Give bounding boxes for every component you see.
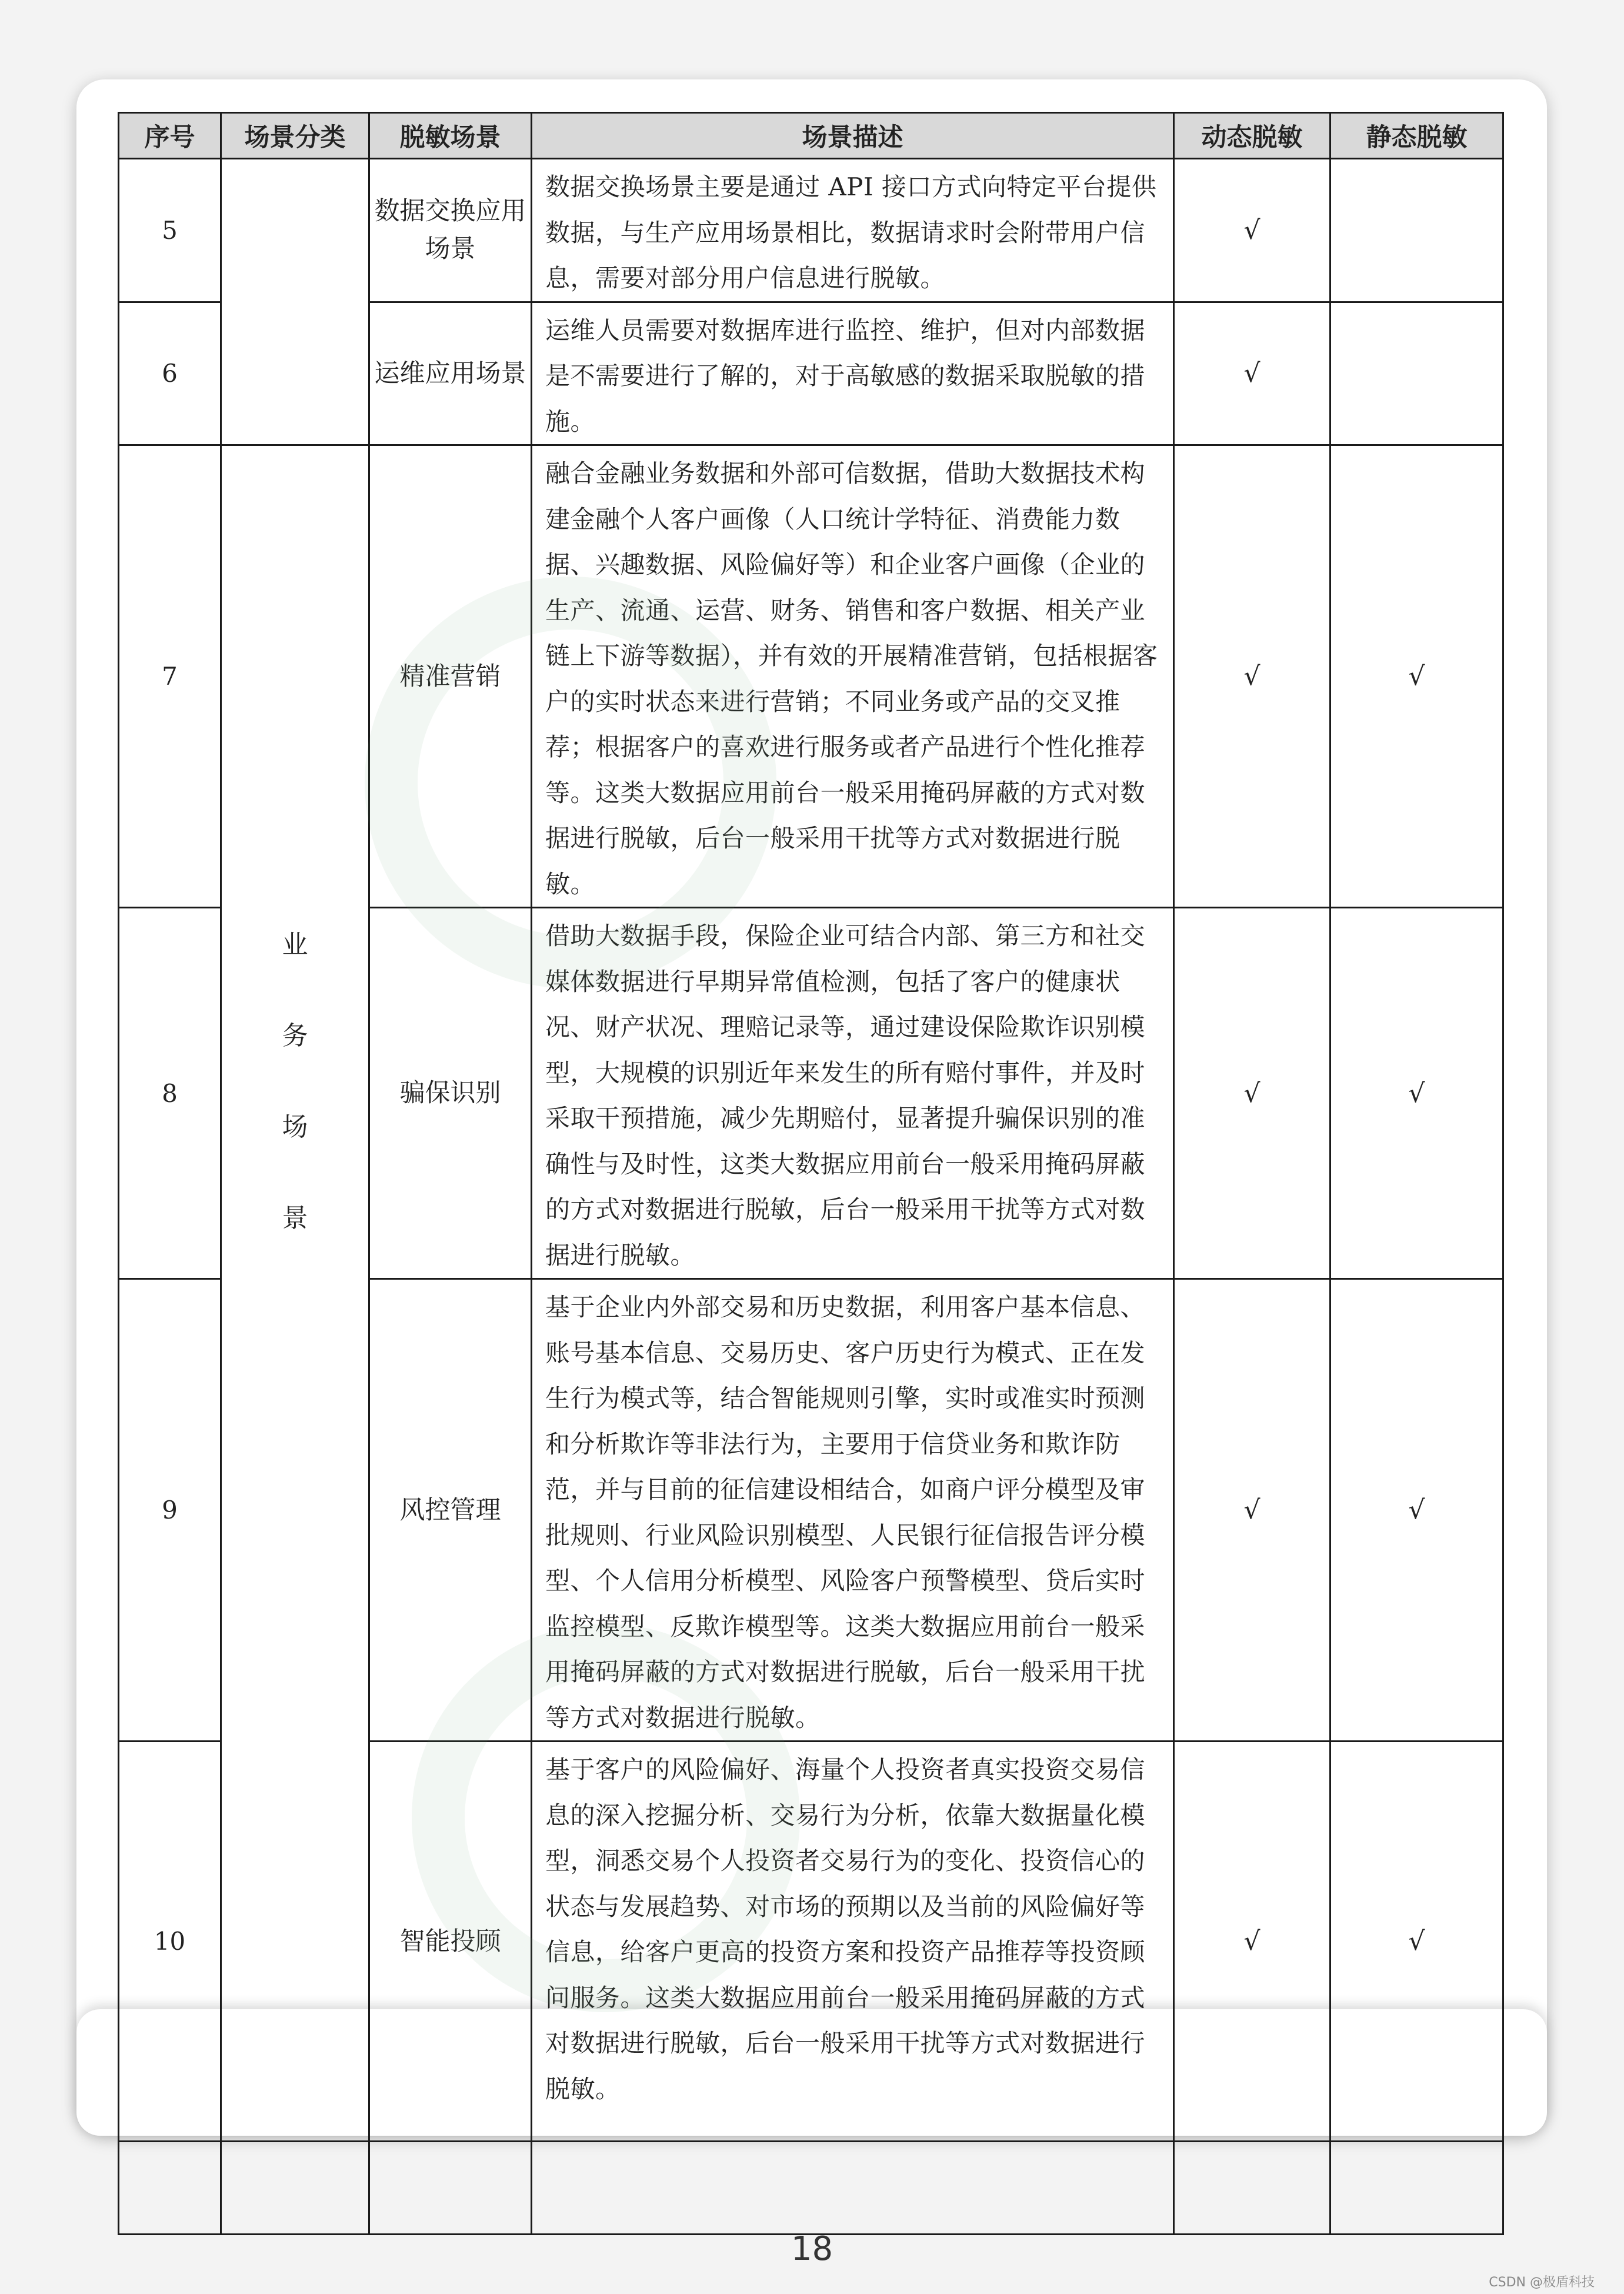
blank-cell — [369, 2142, 532, 2235]
desensitization-scenario-table — [118, 112, 1504, 2235]
table-row-blank — [119, 2142, 1503, 2235]
row-description: 借助大数据手段，保险企业可结合内部、第三方和社交媒体数据进行早期异常值检测，包括了客户的健康状况、财产状况、理赔记录等，通过建设保险欺诈识别模型，大规模的识别近年来发生的所有赔付事件，并及时采取干预措施，减少先期赔付，显著提升骗保识别的准确性与及时性，这类大数据应用前台一般采用掩码屏蔽的方式对数据进行脱敏，后台一般采用干扰等方式对数据进行脱敏。 — [532, 908, 1174, 1279]
row-id: 8 — [119, 908, 221, 1279]
row-static-check: √ — [1330, 1279, 1503, 1742]
row-dynamic-check: √ — [1174, 908, 1330, 1279]
row-dynamic-check: √ — [1174, 159, 1330, 302]
row-description: 基于客户的风险偏好、海量个人投资者真实投资交易信息的深入挖掘分析、交易行为分析，依靠大数据量化模型，洞悉交易个人投资者交易行为的变化、投资信心的状态与发展趋势、对市场的预期以及当前的风险偏好等信息，给客户更高的投资方案和投资产品推荐等投资顾问服务。这类大数据应用前台一般采用掩码屏蔽的方式对数据进行脱敏，后台一般采用干扰等方式对数据进行脱敏。 — [532, 1742, 1174, 2142]
row-id: 9 — [119, 1279, 221, 1742]
category-label: 业 务 场 景 — [282, 930, 308, 1233]
blank-cell — [1174, 2142, 1330, 2235]
row-static-check — [1330, 159, 1503, 302]
header-description: 场景描述 — [532, 113, 1174, 159]
row-description: 数据交换场景主要是通过 API 接口方式向特定平台提供数据，与生产应用场景相比，数据请求时会附带用户信息，需要对部分用户信息进行脱敏。 — [532, 159, 1174, 302]
row-description: 融合金融业务数据和外部可信数据，借助大数据技术构建金融个人客户画像（人口统计学特征、消费能力数据、兴趣数据、风险偏好等）和企业客户画像（企业的生产、流通、运营、财务、销售和客户数据、相关产业链上下游等数据），并有效的开展精准营销，包括根据客户的实时状态来进行营销；不同业务或产品的交叉推荐；根据客户的喜欢进行服务或者产品进行个性化推荐等。这类大数据应用前台一般采用掩码屏蔽的方式对数据进行脱敏，后台一般采用干扰等方式对数据进行脱敏。 — [532, 445, 1174, 908]
row-static-check — [1330, 302, 1503, 445]
header-static: 静态脱敏 — [1330, 113, 1503, 159]
row-category-empty — [221, 159, 369, 445]
header-dynamic: 动态脱敏 — [1174, 113, 1330, 159]
row-scene: 骗保识别 — [369, 908, 532, 1279]
row-static-check: √ — [1330, 445, 1503, 908]
table-row — [119, 445, 1503, 908]
row-static-check: √ — [1330, 908, 1503, 1279]
header-category: 场景分类 — [221, 113, 369, 159]
row-id: 7 — [119, 445, 221, 908]
blank-cell — [119, 2142, 221, 2235]
row-description: 基于企业内外部交易和历史数据，利用客户基本信息、账号基本信息、交易历史、客户历史行为模式、正在发生行为模式等，结合智能规则引擎，实时或准实时预测和分析欺诈等非法行为，主要用于信贷业务和欺诈防范，并与目前的征信建设相结合，如商户评分模型及审批规则、行业风险识别模型、人民银行征信报告评分模型、个人信用分析模型、风险客户预警模型、贷后实时监控模型、反欺诈模型等。这类大数据应用前台一般采用掩码屏蔽的方式对数据进行脱敏，后台一般采用干扰等方式对数据进行脱敏。 — [532, 1279, 1174, 1742]
row-id: 6 — [119, 302, 221, 445]
row-dynamic-check: √ — [1174, 1742, 1330, 2142]
row-id: 5 — [119, 159, 221, 302]
blank-cell — [532, 2142, 1174, 2235]
row-static-check: √ — [1330, 1742, 1503, 2142]
row-id: 10 — [119, 1742, 221, 2142]
category-cell — [221, 445, 369, 2142]
page-number: 18 — [791, 2230, 833, 2268]
row-scene: 风控管理 — [369, 1279, 532, 1742]
row-scene: 数据交换应用场景 — [369, 159, 532, 302]
header-scene: 脱敏场景 — [369, 113, 532, 159]
row-description: 运维人员需要对数据库进行监控、维护，但对内部数据是不需要进行了解的，对于高敏感的数据采取脱敏的措施。 — [532, 302, 1174, 445]
row-scene: 精准营销 — [369, 445, 532, 908]
header-id: 序号 — [119, 113, 221, 159]
credit-text: CSDN @极盾科技 — [1489, 2275, 1595, 2290]
row-scene: 运维应用场景 — [369, 302, 532, 445]
row-dynamic-check: √ — [1174, 302, 1330, 445]
row-dynamic-check: √ — [1174, 1279, 1330, 1742]
row-scene: 智能投顾 — [369, 1742, 532, 2142]
row-dynamic-check: √ — [1174, 445, 1330, 908]
blank-cell — [1330, 2142, 1503, 2235]
table-header-row — [119, 113, 1503, 159]
table-row — [119, 159, 1503, 302]
blank-cell — [221, 2142, 369, 2235]
